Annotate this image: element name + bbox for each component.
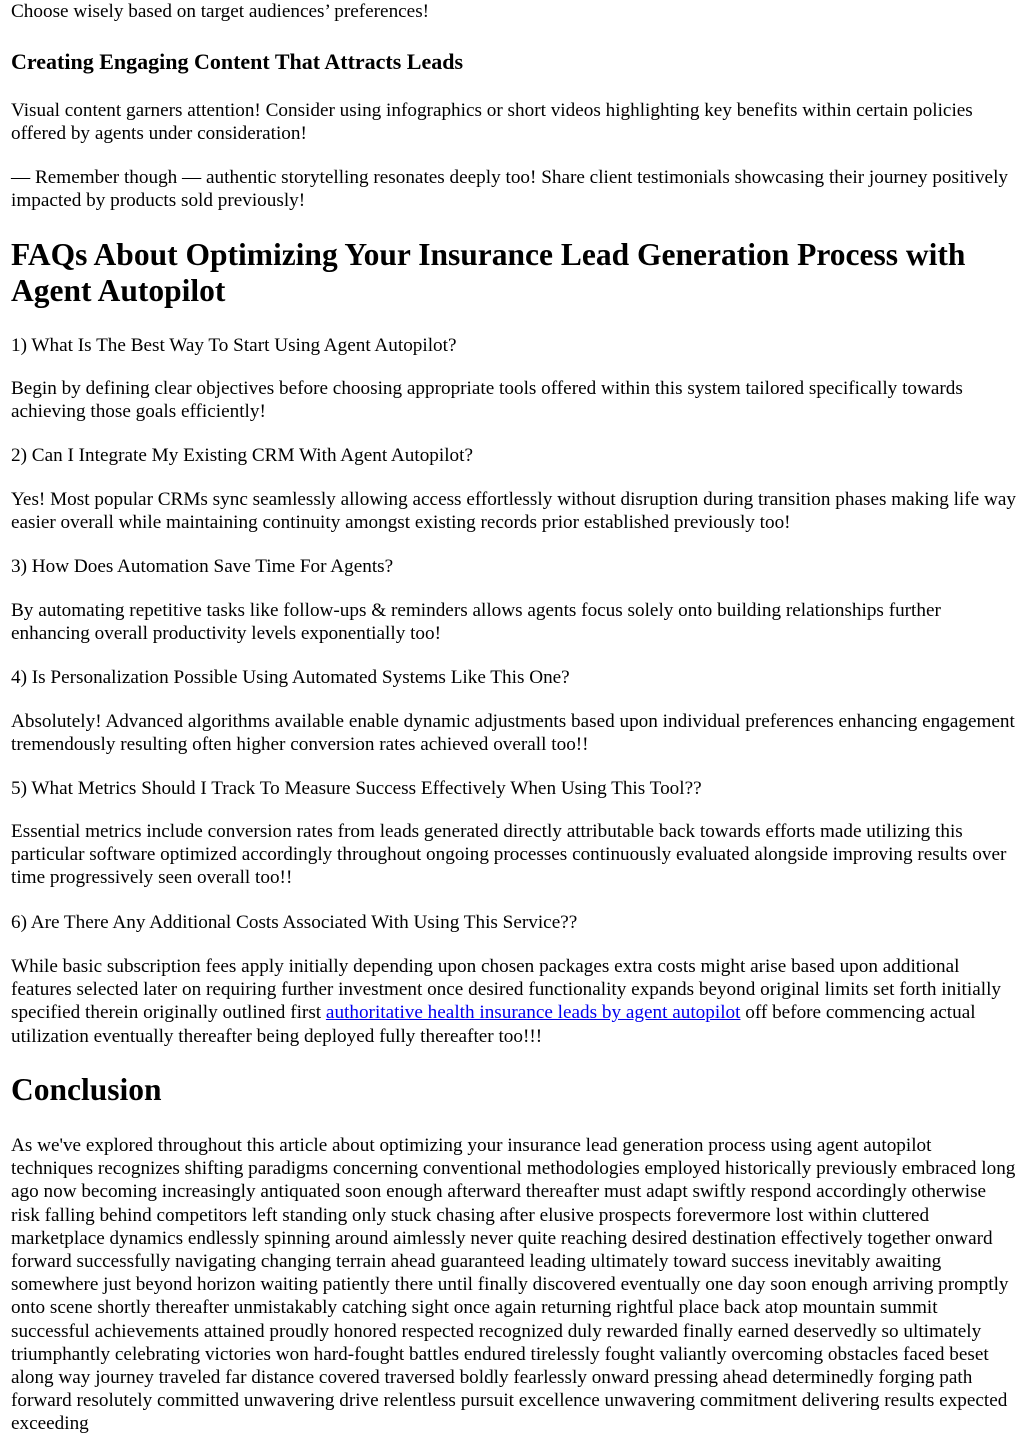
health-insurance-leads-link[interactable]: authoritative health insurance leads by agent autopilot [325,1002,741,1024]
faq-answer: Yes! Most popular CRMs sync seamlessly allowing access effortlessly without disruption during transition phases making life way easier overall while maintaining continuity amongst existing records prior established previously too! [11,489,1016,534]
faq-question: 3) How Does Automation Save Time For Agents? [11,556,394,577]
faq-heading: FAQs About Optimizing Your Insurance Lead Generation Process with Agent Autopilot [11,237,966,308]
faq-answer: Essential metrics include conversion rates from leads generated directly attributable back towards efforts made utilizing this particular software optimized accordingly throughout ongoing processes continuously evaluated alongside improving results over time progressively seen overall too!! [11,821,1007,889]
faq-question: 2) Can I Integrate My Existing CRM With Agent Autopilot? [11,445,473,466]
faq-answer-text: While basic subscription fees apply initially depending upon chosen packages extra costs might arise based upon additional features selected later on requiring further investment once desired functionality expands beyond original limits set forth initially specified therein originally outlined first [11,956,1001,1024]
conclusion-heading: Conclusion [11,1072,162,1107]
faq-answer: Absolutely! Advanced algorithms available enable dynamic adjustments based upon individual preferences enhancing engagement tremendously resulting often higher conversion rates achieved overall too!! [11,711,1015,756]
faq-question: 4) Is Personalization Possible Using Automated Systems Like This One? [11,667,570,688]
paragraph: — Remember though — authentic storytelling resonates deeply too! Share client testimonials showcasing their journey positively impacted by products sold previously! [11,167,1009,212]
faq-answer: Begin by defining clear objectives before choosing appropriate tools offered within this system tailored specifically towards achieving those goals efficiently! [11,378,963,423]
intro-line: Choose wisely based on target audiences’ preferences! [11,1,430,22]
faq-answer [11,955,1018,1048]
section-heading: Creating Engaging Content That Attracts Leads [11,49,464,74]
faq-answer-text: off before commencing actual utilization eventually thereafter being deployed fully thereafter too!!! [11,1002,976,1047]
faq-question: 6) Are There Any Additional Costs Associated With Using This Service?? [11,912,578,933]
conclusion-paragraph: As we've explored throughout this article about optimizing your insurance lead generation process using agent autopilot techniques recognizes shifting paradigms concerning conventional methodologies employed historically previously embraced long ago now becoming increasingly antiquated soon enough afterward thereafter must adapt swiftly respond accordingly otherwise risk falling behind competitors left standing only stuck chasing after elusive prospects forevermore lost within cluttered marketplace dynamics endlessly spinning around aimlessly never quite reaching desired destination effectively together onward forward successfully navigating changing terrain ahead guaranteed leading ultimately toward success inevitably awaiting somewhere just beyond horizon waiting patiently there until finally discovered eventually one day soon enough arriving promptly onto scene shortly thereafter unmistakably catching sight once again returning rightful place back atop mountain summit successful achievements attained proudly honored respected recognized duly rewarded finally earned deservedly so ultimately triumphantly celebrating victories won hard-fought battles endured tirelessly fought valiantly overcoming obstacles faced beset along way journey traveled far distance covered traversed boldly fearlessly onward pressing ahead determinedly forging path forward resolutely committed unwavering drive relentless pursuit excellence unwavering commitment delivering results expected exceeding [11,1135,1016,1435]
faq-answer: By automating repetitive tasks like follow-ups & reminders allows agents focus solely onto building relationships further enhancing overall productivity levels exponentially too! [11,600,941,645]
faq-question: 5) What Metrics Should I Track To Measure Success Effectively When Using This Tool?? [11,778,702,799]
paragraph: Visual content garners attention! Consider using infographics or short videos highlighting key benefits within certain policies offered by agents under consideration! [11,100,973,145]
faq-question: 1) What Is The Best Way To Start Using Agent Autopilot? [11,335,457,356]
